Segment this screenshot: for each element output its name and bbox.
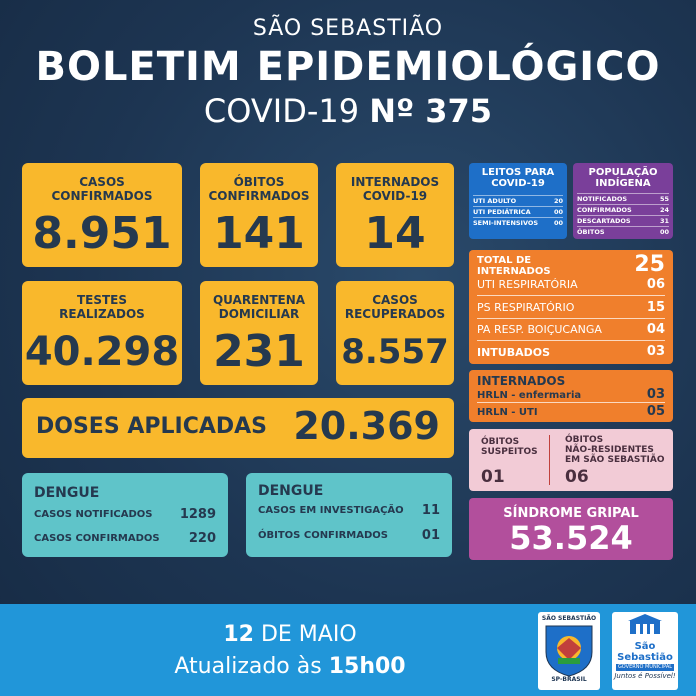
card-obitos-confirmados [200, 163, 318, 267]
leitos-row: UTI ADULTO 20 [473, 197, 563, 205]
card-label: COVID-19 [362, 189, 428, 203]
building-icon [612, 612, 678, 638]
card-label: CONFIRMADOS [208, 189, 310, 203]
card-value: 40.298 [24, 329, 180, 375]
municipal-government-logo: São Sebastião GOVERNO MUNICIPAL Juntos é Possível! [612, 612, 678, 690]
footer [0, 604, 696, 696]
card-value: 8.557 [341, 332, 449, 372]
dengue-row-label: CASOS NOTIFICADOS [34, 509, 153, 520]
card-quarentena [200, 281, 318, 385]
card-label: RECUPERADOS [344, 307, 446, 321]
page-subtitle [0, 92, 696, 130]
card-recuperados [336, 281, 454, 385]
divider [477, 295, 665, 296]
dengue-row-value: 1289 [179, 507, 216, 522]
divider [477, 318, 665, 319]
internados-total-value: 25 [634, 252, 665, 277]
panel-title: INTERNADOS [477, 374, 566, 388]
footer-date: 12 DE MAIO [223, 622, 357, 647]
indigena-row: DESCARTADOS 31 [577, 217, 669, 225]
internados-hrln-panel [469, 370, 673, 422]
card-label: ÓBITOS [233, 175, 285, 189]
internados-row-label: UTI RESPIRATÓRIA [477, 278, 578, 291]
internados-row-label: INTUBADOS [477, 346, 551, 359]
panel-title: LEITOS PARA [481, 167, 555, 178]
internados-row-value: 15 [646, 300, 665, 315]
dengue-row-value: 11 [421, 503, 440, 518]
sindrome-value: 53.524 [509, 519, 633, 557]
card-label: CASOS [79, 175, 125, 189]
hrln-row-value: 05 [646, 404, 665, 419]
divider [477, 402, 665, 403]
indigena-panel [573, 163, 673, 239]
card-doses-aplicadas [22, 398, 454, 458]
page-title: BOLETIM EPIDEMIOLÓGICO [35, 44, 661, 90]
dengue-row-label: ÓBITOS CONFIRMADOS [258, 530, 389, 541]
hrln-row-label: HRLN - UTI [477, 407, 538, 418]
shield-icon [538, 622, 600, 678]
obitos-suspeitos-value: 01 [481, 467, 505, 487]
leitos-row: SEMI-INTENSIVOS 00 [473, 219, 563, 227]
dengue-title: DENGUE [34, 485, 100, 501]
indigena-row: ÓBITOS 00 [577, 228, 669, 236]
coat-of-arms-logo: SÃO SEBASTIÃO SP-BRASIL [538, 612, 600, 690]
card-label: INTERNADOS [350, 175, 440, 189]
panel-title: POPULAÇÃO [588, 167, 658, 178]
dengue-panel-cases [22, 473, 228, 557]
card-value: 231 [213, 326, 305, 377]
obitos-label: ÓBITOS [565, 435, 604, 445]
internados-row-label: PS RESPIRATÓRIO [477, 301, 575, 314]
internados-row-value: 06 [646, 277, 665, 292]
panel-title: INTERNADOS [477, 266, 551, 277]
divider [477, 340, 665, 341]
obitos-nr-value: 06 [565, 467, 589, 487]
obitos-extra-panel [469, 429, 673, 491]
internados-total-panel [469, 250, 673, 364]
card-value: 141 [213, 208, 305, 259]
card-label: REALIZADOS [59, 307, 145, 321]
internados-row-value: 03 [646, 344, 665, 359]
obitos-label: EM SÃO SEBASTIÃO [565, 455, 665, 465]
hrln-row-label: HRLN - enfermaria [477, 390, 582, 401]
card-label: CONFIRMADOS [51, 189, 153, 203]
leitos-row: UTI PEDIÁTRICA 00 [473, 208, 563, 216]
dengue-panel-investigation [246, 473, 452, 557]
card-label: QUARENTENA [212, 293, 306, 307]
card-testes-realizados [22, 281, 182, 385]
leitos-panel [469, 163, 567, 239]
sindrome-gripal-panel [469, 498, 673, 560]
indigena-row: CONFIRMADOS 24 [577, 206, 669, 214]
dengue-row-label: CASOS CONFIRMADOS [34, 533, 160, 544]
footer-updated: Atualizado às 15h00 [174, 654, 406, 679]
internados-row-label: PA RESP. BOIÇUCANGA [477, 323, 602, 336]
doses-value: 20.369 [293, 404, 440, 448]
subtitle-prefix: COVID-19 [203, 92, 360, 130]
card-casos-confirmados [22, 163, 182, 267]
obitos-label: NÃO-RESIDENTES [565, 445, 654, 455]
sindrome-label: SÍNDROME GRIPAL [503, 506, 639, 521]
panel-title: TOTAL DE [477, 255, 532, 266]
doses-label: DOSES APLICADAS [36, 414, 267, 439]
obitos-label: ÓBITOS [481, 437, 520, 447]
dengue-row-label: CASOS EM INVESTIGAÇÃO [258, 505, 404, 516]
internados-row-value: 04 [646, 322, 665, 337]
dengue-title: DENGUE [258, 483, 324, 499]
bulletin-number: Nº 375 [369, 92, 493, 130]
header-city: SÃO SEBASTIÃO [252, 16, 444, 41]
card-internados-covid [336, 163, 454, 267]
card-value: 8.951 [32, 208, 172, 259]
card-label: DOMICILIAR [218, 307, 300, 321]
dengue-row-value: 220 [188, 531, 216, 546]
panel-title: INDÍGENA [595, 178, 651, 189]
panel-title: COVID-19 [491, 178, 545, 189]
indigena-row: NOTIFICADOS 55 [577, 195, 669, 203]
obitos-label: SUSPEITOS [481, 447, 538, 457]
dengue-row-value: 01 [421, 528, 440, 543]
divider [549, 435, 550, 485]
card-label: CASOS [372, 293, 418, 307]
card-value: 14 [364, 208, 426, 259]
hrln-row-value: 03 [646, 387, 665, 402]
card-label: TESTES [76, 293, 128, 307]
